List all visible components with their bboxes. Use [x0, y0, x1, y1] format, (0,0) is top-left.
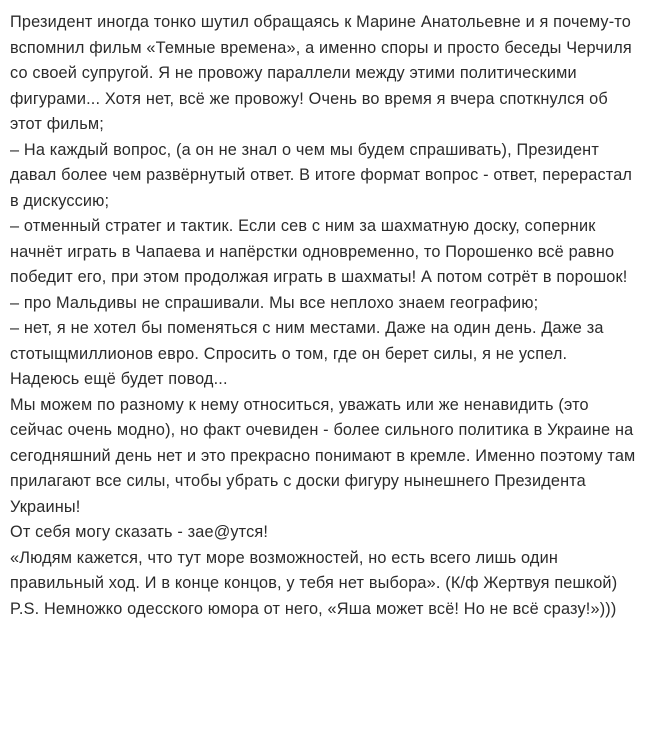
paragraph-6: Мы можем по разному к нему относиться, уважать или же ненавидить (это сейчас очень модно), но факт очевиден - более сильного политика в Украине на сегодняшний день нет и это прекрасно понимают в кремле. Именно поэтому там прилагают все силы, чтобы убрать с доски фигуру нынешнего Президента Украины! [10, 395, 636, 516]
paragraph-2: – На каждый вопрос, (а он не знал о чем мы будем спрашивать), Президент давал более чем развёрнутый ответ. В итоге формат вопрос - ответ, перерастал в дискуссию; [10, 140, 633, 210]
paragraph-4: – про Мальдивы не спрашивали. Мы все неплохо знаем географию; [10, 293, 539, 312]
paragraph-9: P.S. Немножко одесского юмора от него, «Яша может всё! Но не всё сразу!»))) [10, 599, 617, 618]
paragraph-5: – нет, я не хотел бы поменяться с ним местами. Даже на один день. Даже за стотыщмиллионов евро. Спросить о том, где он берет силы, я не успел. Надеюсь ещё будет повод... [10, 319, 604, 388]
paragraph-3: – отменный стратег и тактик. Если сев с ним за шахматную доску, соперник начнёт играть в Чапаева и напёрстки одновременно, то Порошенко всё равно победит его, при этом продолжая играть в шахматы! А потом сотрёт в порошок! [10, 217, 628, 286]
paragraph-7: От себя могу сказать - зае@утся! [10, 523, 269, 541]
paragraph-1: Президент иногда тонко шутил обращаясь к Марине Анатольевне и я почему-то вспомнил фильм «Темные времена», а именно споры и просто беседы Черчиля со своей супругой. Я не провожу параллели между этими политическими фигурами... Хотя нет, всё же провожу! Очень во время я вчера споткнулся об этот фильм; [10, 13, 632, 133]
paragraph-8: «Людям кажется, что тут море возможностей, но есть всего лишь один правильный ход. И в конце концов, у тебя нет выбора». (К/ф Жертвуя пешкой) [10, 548, 618, 592]
